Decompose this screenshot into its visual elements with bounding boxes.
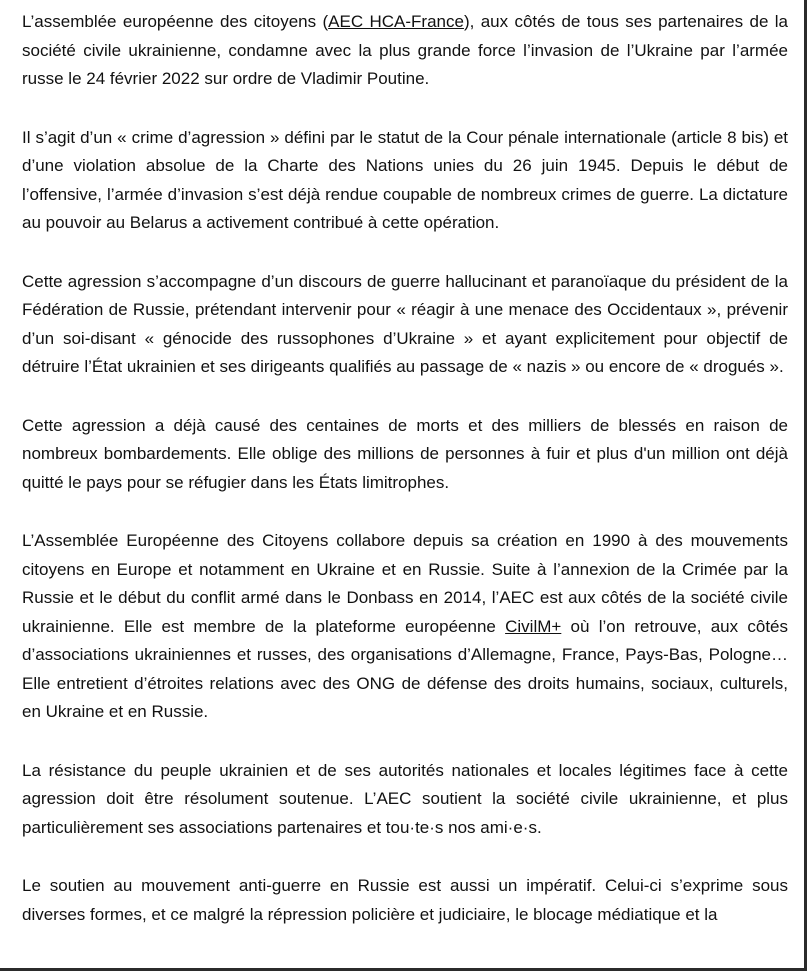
paragraph-text: L’assemblée européenne des citoyens ( bbox=[22, 12, 329, 31]
paragraph-condemnation bbox=[22, 8, 788, 94]
civilm-plus-link[interactable]: CivilM+ bbox=[505, 616, 562, 636]
paragraph-text: ), aux côtés de tous ses partenaires de la société civile ukrainienne, condamne avec la plus grande force l’invasion de l’Ukraine par l’armée russe le 24 février 2022 sur ordre de Vladimir Poutine. bbox=[22, 12, 788, 88]
paragraph-aec-collaboration bbox=[22, 527, 788, 727]
aec-hca-france-link[interactable]: AEC HCA-France bbox=[328, 12, 464, 31]
paragraph-crime-of-aggression: Il s’agit d’un « crime d’agression » défini par le statut de la Cour pénale internationale (article 8 bis) et d’une violation absolue de la Charte des Nations unies du 26 juin 1945. Depuis le début de l’offensive, l’armée d’invasion s’est déjà rendue coupable de nombreux crimes de guerre. La dictature au pouvoir au Belarus a activement contribué à cette opération. bbox=[22, 127, 788, 232]
paragraph-text: où l’on retrouve, aux côtés d’associations ukrainiennes et russes, des organisations d’Allemagne, France, Pays-Bas, Pologne… Elle entretient d’étroites relations avec des ONG de défense des droits humains, sociaux, culturels, en Ukraine et en Russie. bbox=[22, 616, 788, 721]
paragraph-resistance-support: La résistance du peuple ukrainien et de ses autorités nationales et locales légitimes face à cette agression doit être résolument soutenue. L’AEC soutient la société civile ukrainienne, et plus particulièrement ses associations partenaires et tou·te·s nos ami·e·s. bbox=[22, 760, 788, 837]
document-body bbox=[22, 8, 788, 959]
paragraph-casualties: Cette agression a déjà causé des centaines de morts et des milliers de blessés en raison de nombreux bombardements. Elle oblige des millions de personnes à fuir et plus d'un million ont déjà quitté le pays pour se réfugier dans les États limitrophes. bbox=[22, 415, 788, 492]
paragraph-anti-war-movement: Le soutien au mouvement anti-guerre en Russie est aussi un impératif. Celui-ci s’exprime sous diverses formes, et ce malgré la répression policière et judiciaire, le blocage médiatique et la bbox=[22, 876, 788, 924]
paragraph-war-discourse: Cette agression s’accompagne d’un discours de guerre hallucinant et paranoïaque du président de la Fédération de Russie, prétendant intervenir pour « réagir à une menace des Occidentaux », prévenir d’un soi-disant « génocide des russophones d’Ukraine » et ayant explicitement pour objectif de détruire l’État ukrainien et ses dirigeants qualifiés au passage de « nazis » ou encore de « drogués ». bbox=[22, 271, 788, 376]
paragraph-text: L’Assemblée Européenne des Citoyens collabore depuis sa création en 1990 à des mouvements citoyens en Europe et notamment en Ukraine et en Russie. Suite à l’annexion de la Crimée par la Russie et le début du conflit armé dans le Donbass en 2014, l’AEC est aux côtés de la société civile ukrainienne. Elle est membre de la plateforme européenne bbox=[22, 531, 788, 636]
